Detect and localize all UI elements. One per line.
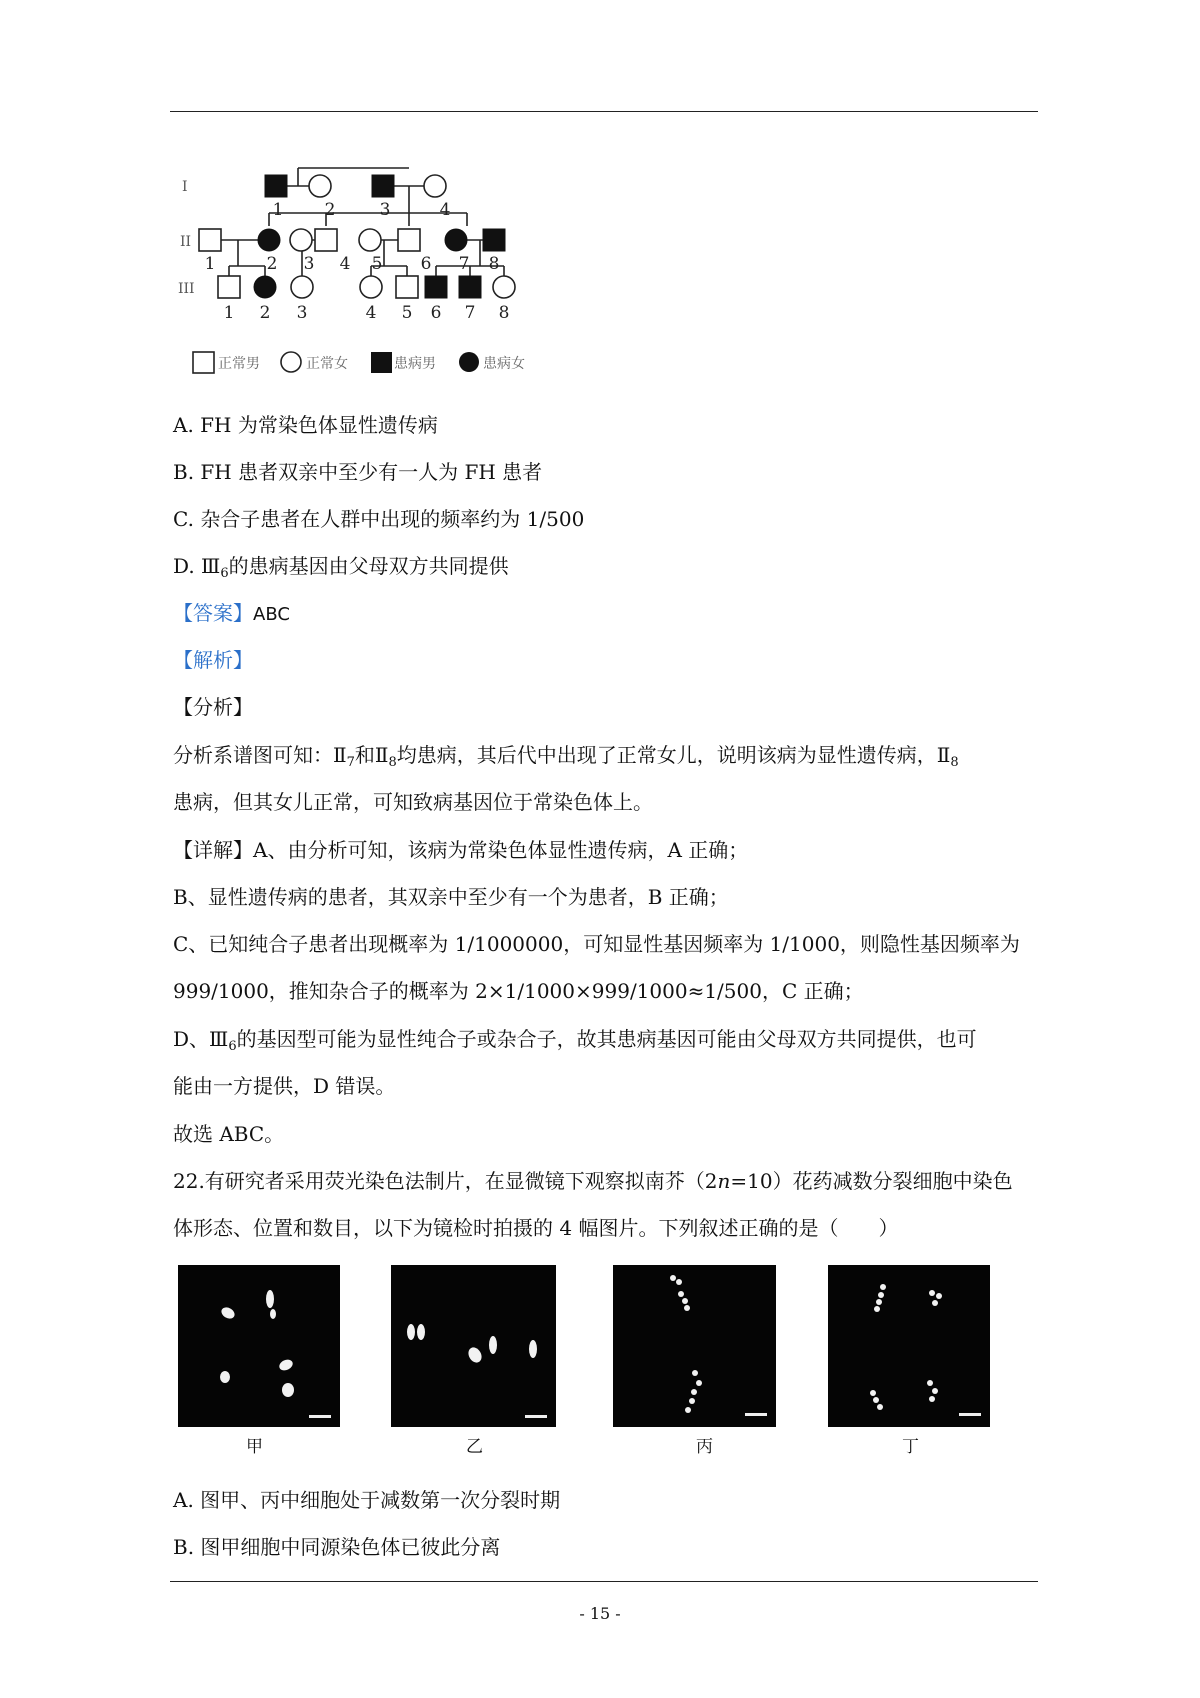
answer-value: ABC: [253, 604, 290, 625]
gen2-id: 5: [371, 254, 383, 274]
gen1-id: 3: [379, 200, 391, 220]
gen-label-III: III: [178, 281, 195, 297]
detail-d-2: 能由一方提供，D 错误。: [173, 1074, 396, 1098]
micrograph-label: 丙: [696, 1437, 713, 1457]
gen3-id: 8: [498, 303, 510, 323]
detail-a: 【详解】A、由分析可知，该病为常染色体显性遗传病，A 正确；: [173, 838, 749, 862]
micrograph-jia: [178, 1265, 340, 1427]
legend-normal-male-icon: [193, 352, 214, 373]
q22-option-a: A. 图甲、丙中细胞处于减数第一次分裂时期: [173, 1488, 561, 1512]
micrograph-yi: [391, 1265, 556, 1427]
gen3-id: 4: [365, 303, 377, 323]
gen1-id: 2: [324, 200, 336, 220]
footer-rule: [170, 1581, 1038, 1582]
conclusion: 故选 ABC。: [173, 1122, 285, 1146]
micrograph-label: 丁: [902, 1437, 919, 1457]
page-number: - 15 -: [579, 1604, 621, 1623]
analysis-tag: 【解析】: [173, 648, 253, 672]
q22-stem-1: 22.有研究者采用荧光染色法制片，在显微镜下观察拟南芥（2n=10）花药减数分裂细胞中染色: [173, 1169, 1013, 1193]
legend-affected-female-icon: [459, 352, 479, 372]
header-rule: [170, 111, 1038, 112]
q22-option-b: B. 图甲细胞中同源染色体已彼此分离: [173, 1535, 501, 1559]
gen3-id: 1: [223, 303, 235, 323]
detail-c-1: C、已知纯合子患者出现概率为 1/1000000，可知显性基因频率为 1/1000，则隐性基因频率为: [173, 932, 1020, 956]
micrograph-ding: [828, 1265, 990, 1427]
gen2-id: 6: [420, 254, 432, 274]
gen3-id: 2: [259, 303, 271, 323]
pedigree-chart: [178, 160, 598, 385]
gen1-id: 4: [439, 200, 451, 220]
answer-line: [173, 599, 290, 629]
gen-label-II: II: [180, 234, 192, 250]
legend-affected-male-icon: [371, 352, 392, 373]
gen2-id: 7: [458, 254, 470, 274]
micrograph-bing: [613, 1265, 776, 1427]
gen2-id: 2: [266, 254, 278, 274]
gen1-id: 1: [272, 200, 284, 220]
answer-tag: 【答案】: [173, 601, 253, 625]
micrograph-label: 乙: [466, 1437, 483, 1457]
micrograph-label: 甲: [246, 1437, 263, 1457]
detail-b: B、显性遗传病的患者，其双亲中至少有一个为患者，B 正确；: [173, 885, 729, 909]
gen2-id: 1: [204, 254, 216, 274]
detail-c-2: 999/1000，推知杂合子的概率为 2×1/1000×999/1000≈1/500，C 正确；: [173, 979, 864, 1003]
legend-normal-female-icon: [281, 352, 301, 372]
fenxi-line-1: 分析系谱图可知：$Ⅱ_7$和$Ⅱ_8$均患病，其后代中出现了正常女儿，说明该病为显性遗传病，$Ⅱ_8$: [173, 743, 959, 770]
option-c: C. 杂合子患者在人群中出现的频率约为 1/500: [173, 507, 585, 531]
legend-label: 正常女: [306, 356, 348, 372]
legend-label: 患病女: [483, 356, 525, 372]
gen-label-I: I: [182, 179, 188, 195]
option-a: A. FH 为常染色体显性遗传病: [173, 413, 438, 437]
q22-stem-2: 体形态、位置和数目，以下为镜检时拍摄的 4 幅图片。下列叙述正确的是（ ）: [173, 1216, 899, 1240]
legend-label: 正常男: [218, 356, 260, 372]
gen2-id: 4: [339, 254, 351, 274]
gen3-id: 3: [296, 303, 308, 323]
gen2-id: 8: [488, 254, 500, 274]
fenxi-tag: 【分析】: [173, 695, 253, 719]
option-d: D. $Ⅲ_6$的患病基因由父母双方共同提供: [173, 554, 509, 581]
gen3-id: 7: [464, 303, 476, 323]
gen3-id: 5: [401, 303, 413, 323]
legend-label: 患病男: [394, 356, 436, 372]
fenxi-line-2: 患病，但其女儿正常，可知致病基因位于常染色体上。: [173, 790, 653, 814]
option-b: B. FH 患者双亲中至少有一人为 FH 患者: [173, 460, 543, 484]
detail-d-1: D、$Ⅲ_6$的基因型可能为显性纯合子或杂合子，故其患病基因可能由父母双方共同提供，也可: [173, 1027, 977, 1054]
gen3-id: 6: [430, 303, 442, 323]
gen2-id: 3: [303, 254, 315, 274]
